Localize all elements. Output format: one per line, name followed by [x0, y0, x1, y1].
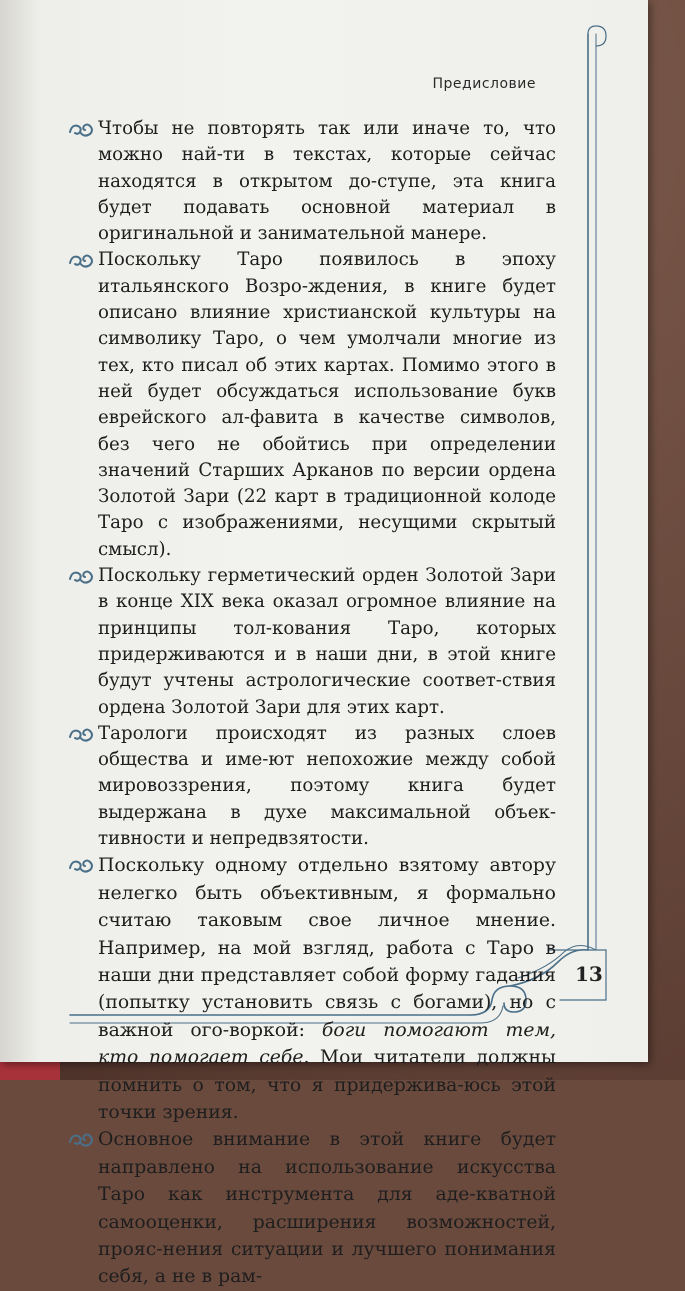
list-item [68, 116, 556, 247]
spiral-bullet-icon [68, 1128, 96, 1150]
running-header: Предисловие [432, 76, 536, 92]
spiral-bullet-icon [68, 854, 96, 876]
spiral-bullet-icon [68, 118, 96, 140]
list-item [68, 1126, 556, 1290]
text-segment: . Мои читатели должны помнить о том, что я придержива-юсь этой точки зрения. [98, 1047, 556, 1123]
spiral-bullet-icon [68, 249, 96, 271]
emphasized-quote: боги помогают тем, кто помогает себе [98, 1019, 556, 1069]
list-item [68, 563, 556, 721]
spiral-bullet-icon [68, 565, 96, 587]
list-item [68, 721, 556, 852]
list-item-text: Чтобы не повторять так или иначе то, что можно най-ти в текстах, которые сейчас находятся в открытом до-ступе, эта книга будет подавать основной материал в оригинальной и занимательной манере. [98, 118, 556, 245]
list-item-text: Основное внимание в этой книге будет направлено на использование искусства Таро как инструмента для аде-кватной самооценки, расширения возможностей, прояс-нения ситуации и лучшего понимания себя, а не в рам- [98, 1129, 556, 1288]
list-item-text: Поскольку Таро появилось в эпоху итальянского Возро-ждения, в книге будет описано влияние христианской культуры на символику Таро, о чем умолчали многие из тех, кто писал об этих картах. Помимо этого в ней будет обсуждаться использование букв еврейского ал-фавита в качестве символов, без чего не обойтись при определении значений Старших Арканов по версии ордена Золотой Зари (22 карт в традиционной колоде Таро с изображениями, несущими скрытый смысл). [98, 249, 556, 560]
spiral-bullet-icon [68, 723, 96, 745]
list-item [68, 247, 556, 563]
list-item-text: Поскольку герметический орден Золотой Зари в конце XIX века оказал огромное влияние на принципы тол-кования Таро, которых придерживаются и в наши дни, в этой книге будут учтены астрологические соответ-ствия ордена Золотой Зари для этих карт. [98, 565, 556, 718]
text-segment: Поскольку одному отдельно взятому автору нелегко быть объективным, я формально считаю таковым свое личное мнение. Например, на мой взгляд, работа с Таро в наши дни представляет собой форму гадания (попытку установить связь с богами), но с важной ого-воркой: [98, 855, 556, 1041]
page-number: 13 [575, 962, 603, 986]
list-item [68, 852, 556, 1126]
bullet-list [68, 116, 556, 1291]
list-item-text: Тарологи происходят из разных слоев общества и име-ют непохожие между собой мировоззрения, поэтому книга будет выдержана в духе максимальной объек-тивности и непредвзятости. [98, 722, 556, 850]
list-item-text [98, 852, 556, 1126]
